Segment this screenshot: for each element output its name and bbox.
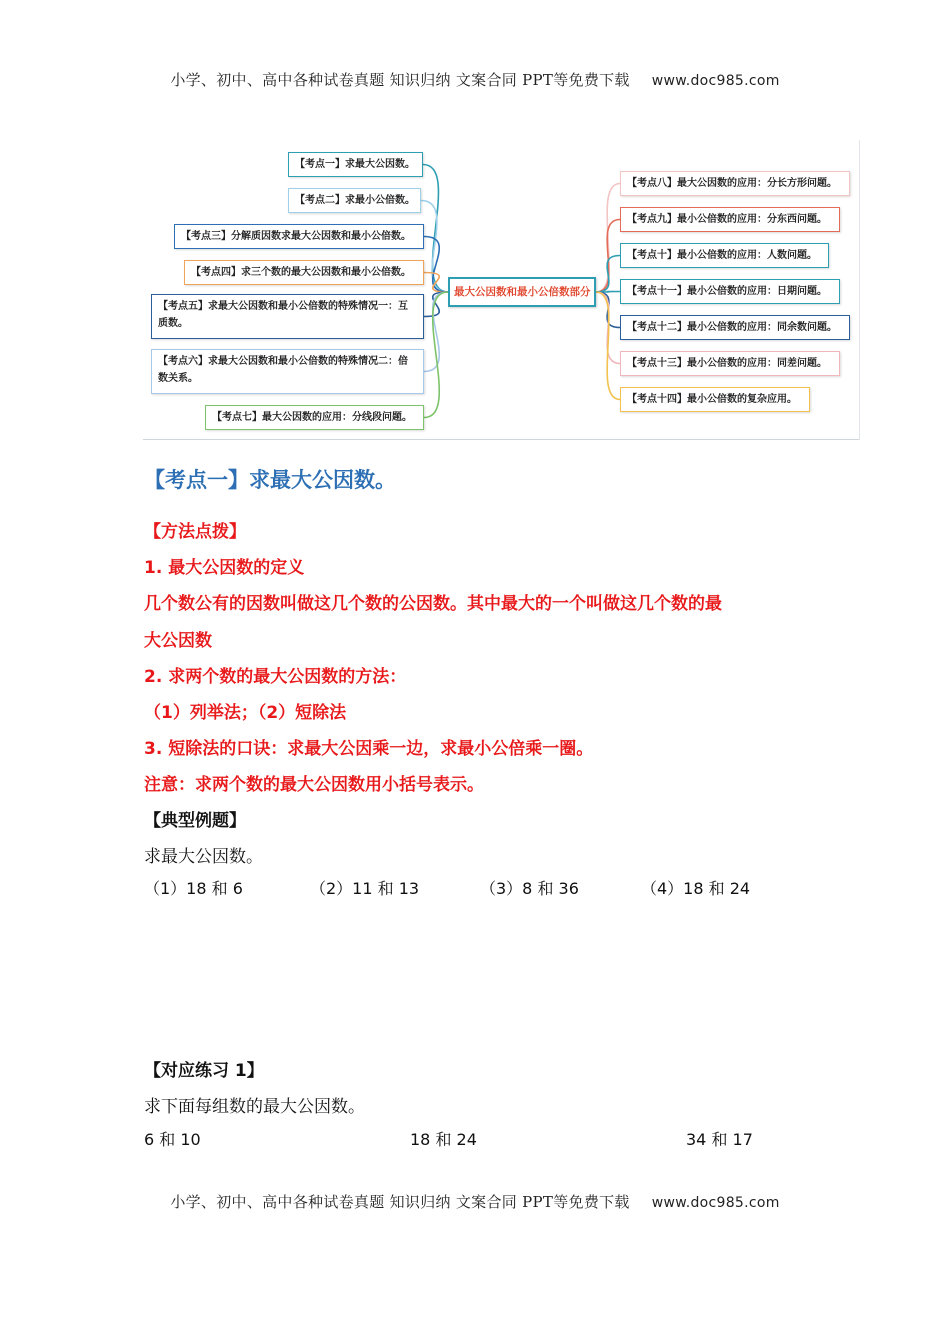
- header-site: www.doc985.com: [651, 73, 780, 89]
- mind-map: [143, 140, 860, 440]
- method-point-1-text-b: 大公因数: [144, 631, 212, 651]
- mindmap-node-left-7: 【考点七】最大公因数的应用：分线段问题。: [205, 405, 424, 430]
- header-text: 小学、初中、高中各种试卷真题 知识归纳 文案合同 PPT等免费下载: [170, 71, 630, 89]
- method-point-1: 1. 最大公因数的定义: [144, 558, 305, 578]
- mindmap-node-left-2: 【考点二】求最小公倍数。: [288, 188, 421, 213]
- mindmap-node-left-6: 【考点六】求最大公因数和最小公倍数的特殊情况二：倍数关系。: [151, 349, 424, 394]
- section-title: 【考点一】求最大公因数。: [144, 468, 396, 492]
- example-heading: 【典型例题】: [144, 811, 246, 831]
- mindmap-node-right-14: 【考点十四】最小公倍数的复杂应用。: [620, 387, 810, 412]
- footer-site: www.doc985.com: [651, 1195, 780, 1211]
- method-point-3: 3. 短除法的口诀：求最大公因乘一边，求最小公倍乘一圈。: [144, 739, 594, 759]
- example-prompt: 求最大公因数。: [144, 847, 263, 867]
- method-point-2: 2. 求两个数的最大公因数的方法：: [144, 667, 407, 687]
- example-item: （3）8 和 36: [480, 879, 579, 898]
- method-point-1-text-a: 几个数公有的因数叫做这几个数的公因数。其中最大的一个叫做这几个数的最: [144, 594, 722, 614]
- mindmap-node-left-3: 【考点三】分解质因数求最大公因数和最小公倍数。: [174, 224, 424, 249]
- practice-prompt: 求下面每组数的最大公因数。: [144, 1097, 365, 1117]
- mindmap-node-left-5: 【考点五】求最大公因数和最小公倍数的特殊情况一：互质数。: [151, 294, 424, 339]
- page-footer: [0, 1191, 950, 1212]
- mindmap-bottom-border: [143, 439, 860, 440]
- mindmap-center-node: 最大公因数和最小公倍数部分: [448, 277, 596, 307]
- method-heading: 【方法点拨】: [144, 522, 246, 542]
- mindmap-connector: [596, 256, 620, 293]
- mindmap-node-right-13: 【考点十三】最小公倍数的应用：同差问题。: [620, 351, 840, 376]
- practice-heading: 【对应练习 1】: [144, 1061, 264, 1081]
- method-note: 注意：求两个数的最大公因数用小括号表示。: [144, 775, 484, 795]
- example-item: （1）18 和 6: [144, 879, 243, 898]
- page-header: [0, 69, 950, 90]
- practice-item: 6 和 10: [144, 1130, 201, 1149]
- method-point-2-text: （1）列举法；（2）短除法: [144, 703, 347, 723]
- mindmap-connector: [424, 292, 448, 418]
- mindmap-node-left-4: 【考点四】求三个数的最大公因数和最小公倍数。: [184, 260, 424, 285]
- mindmap-node-right-11: 【考点十一】最小公倍数的应用：日期问题。: [620, 279, 840, 304]
- mindmap-node-right-8: 【考点八】最大公因数的应用：分长方形问题。: [620, 171, 850, 196]
- footer-text: 小学、初中、高中各种试卷真题 知识归纳 文案合同 PPT等免费下载: [170, 1193, 630, 1211]
- practice-item: 34 和 17: [686, 1130, 753, 1149]
- practice-item: 18 和 24: [410, 1130, 477, 1149]
- example-item: （2）11 和 13: [310, 879, 420, 898]
- mindmap-node-right-9: 【考点九】最小公倍数的应用：分东西问题。: [620, 207, 840, 232]
- mindmap-right-border: [859, 140, 860, 440]
- example-item: （4）18 和 24: [641, 879, 751, 898]
- mindmap-node-right-12: 【考点十二】最小公倍数的应用：同余数问题。: [620, 315, 850, 340]
- mindmap-connector: [596, 292, 620, 400]
- mindmap-node-left-1: 【考点一】求最大公因数。: [288, 152, 423, 177]
- mindmap-node-right-10: 【考点十】最小公倍数的应用：人数问题。: [620, 243, 829, 268]
